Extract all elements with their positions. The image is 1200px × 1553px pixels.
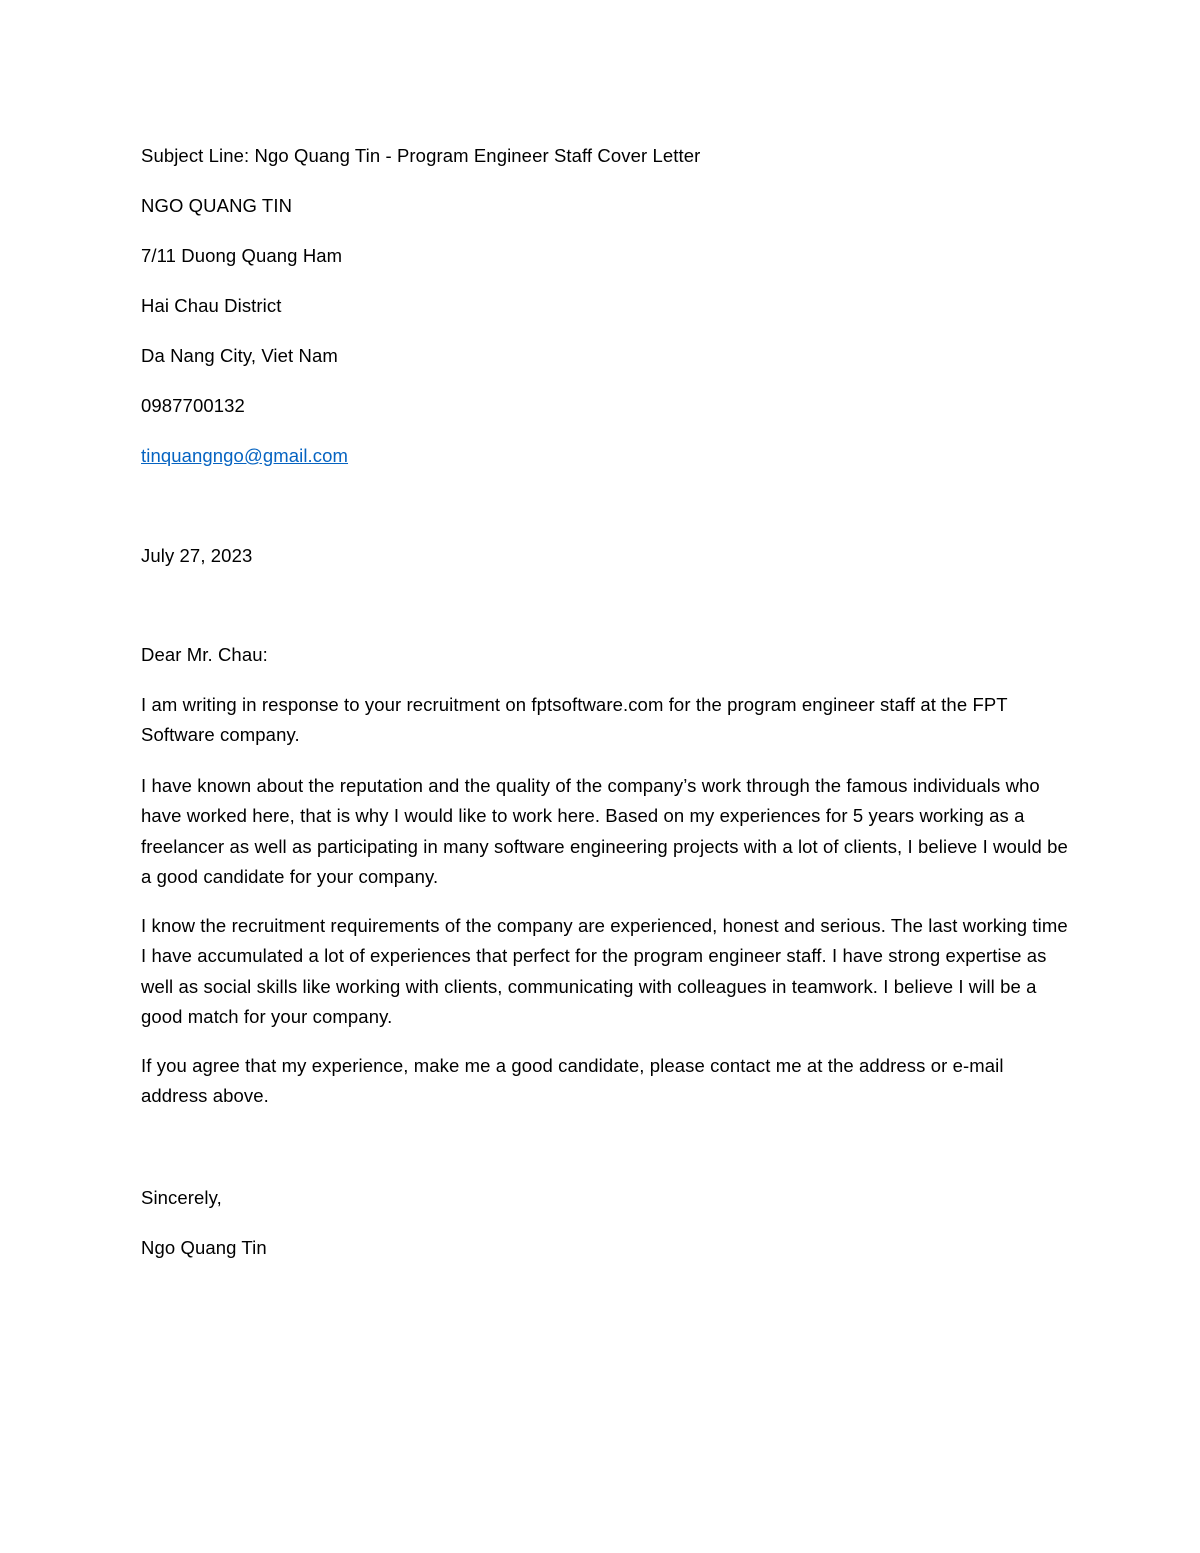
- letter-date: July 27, 2023: [141, 545, 253, 566]
- sender-address-line1: 7/11 Duong Quang Ham: [141, 245, 343, 266]
- body-paragraph-2: I have known about the reputation and the quality of the company’s work through the famous individuals who have worked here, that is why I would like to work here. Based on my experiences for 5 years working as a freelancer as well as participating in many software engineering projects with a lot of clients, I believe I would be a good candidate for your company.: [141, 775, 1068, 887]
- sender-name: NGO QUANG TIN: [141, 195, 293, 216]
- closing: Sincerely,: [141, 1187, 222, 1208]
- sender-email-link[interactable]: tinquangngo@gmail.com: [141, 445, 349, 466]
- body-paragraph-3: I know the recruitment requirements of the company are experienced, honest and serious. The last working time I have accumulated a lot of experiences that perfect for the program engineer staff. I have strong expertise as well as social skills like working with clients, communicating with colleagues in teamwork. I believe I will be a good match for your company.: [141, 915, 1068, 1027]
- signature-name: Ngo Quang Tin: [141, 1237, 267, 1258]
- sender-address-line3: Da Nang City, Viet Nam: [141, 345, 338, 366]
- sender-email-row: [141, 444, 348, 468]
- body-paragraph-1: I am writing in response to your recruitment on fptsoftware.com for the program engineer staff at the FPT Software company.: [141, 694, 1008, 746]
- subject-line: Subject Line: Ngo Quang Tin - Program Engineer Staff Cover Letter: [141, 145, 701, 166]
- salutation: Dear Mr. Chau:: [141, 644, 268, 665]
- sender-address-line2: Hai Chau District: [141, 295, 282, 316]
- body-paragraph-4: If you agree that my experience, make me a good candidate, please contact me at the address or e-mail address above.: [141, 1055, 1004, 1107]
- sender-phone: 0987700132: [141, 395, 245, 416]
